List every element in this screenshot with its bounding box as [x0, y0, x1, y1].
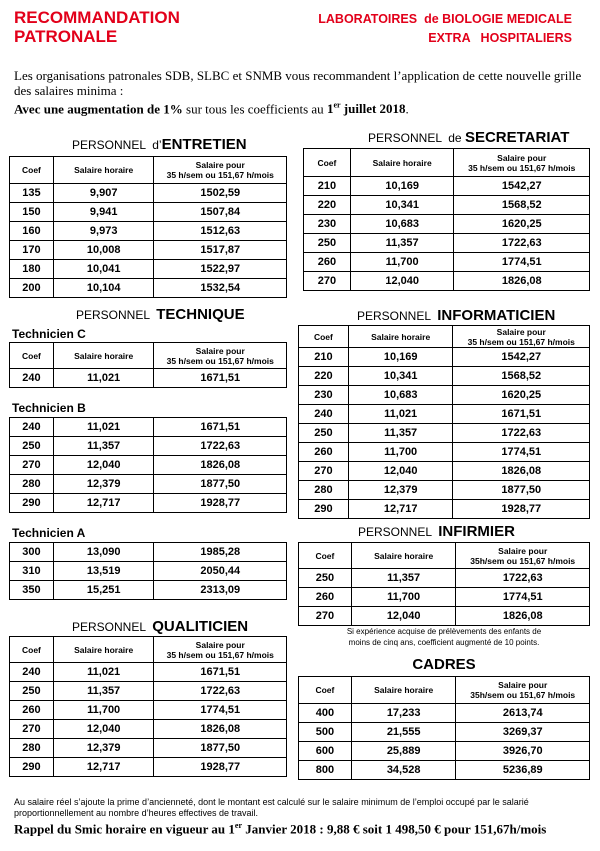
cell-hourly: 11,021: [53, 369, 154, 388]
cell-monthly: 1502,59: [154, 184, 287, 203]
cell-hourly: 10,169: [348, 348, 453, 367]
table-row: [299, 704, 590, 723]
table-row: [10, 203, 287, 222]
header-patronale: PATRONALE: [14, 27, 118, 46]
cell-monthly: 1620,25: [454, 215, 590, 234]
cell-monthly: 1826,08: [154, 456, 287, 475]
header-left: [14, 8, 180, 46]
table-row: [10, 437, 287, 456]
cell-monthly: 1671,51: [154, 369, 287, 388]
cell-coef: 280: [299, 481, 349, 500]
cell-coef: 240: [10, 418, 54, 437]
table-row: [10, 663, 287, 682]
cell-monthly: 5236,89: [456, 761, 590, 780]
cell-hourly: 12,379: [53, 475, 154, 494]
table-row: [10, 279, 287, 298]
table-row: [304, 272, 590, 291]
table-row: [10, 222, 287, 241]
table-row: [299, 481, 590, 500]
cell-hourly: 12,040: [348, 462, 453, 481]
table-row: [10, 682, 287, 701]
technicien-c-table: [9, 342, 287, 388]
cell-hourly: 12,040: [351, 607, 456, 626]
cell-monthly: 3926,70: [456, 742, 590, 761]
cell-monthly: 1928,77: [453, 500, 590, 519]
table-row: [10, 418, 287, 437]
cell-monthly: 1671,51: [154, 663, 287, 682]
informaticien-title: PERSONNEL INFORMATICIEN: [357, 307, 556, 324]
cell-coef: 220: [299, 367, 349, 386]
cell-coef: 500: [299, 723, 352, 742]
cell-coef: 290: [299, 500, 349, 519]
cell-hourly: 12,717: [348, 500, 453, 519]
cell-hourly: 11,700: [348, 443, 453, 462]
cell-monthly: 1542,27: [454, 177, 590, 196]
cell-coef: 250: [10, 437, 54, 456]
cell-coef: 350: [10, 581, 54, 600]
cell-hourly: 13,519: [53, 562, 154, 581]
header-biologie: de BIOLOGIE MEDICALE: [424, 12, 572, 26]
header-laboratoires-word: LABORATOIRES: [318, 12, 418, 26]
col-hourly: Salaire horaire: [53, 637, 154, 663]
cell-hourly: 10,683: [350, 215, 454, 234]
cell-monthly: 2050,44: [154, 562, 287, 581]
header-laboratoires: [318, 10, 572, 29]
cadres-title: CADRES: [412, 656, 476, 673]
cell-monthly: 1568,52: [454, 196, 590, 215]
cell-coef: 250: [10, 682, 54, 701]
technicien-a-table: [9, 542, 287, 600]
col-coef: Coef: [304, 149, 351, 177]
cell-monthly: 1928,77: [154, 494, 287, 513]
cell-hourly: 11,700: [53, 701, 154, 720]
cell-coef: 260: [10, 701, 54, 720]
cell-monthly: 1532,54: [154, 279, 287, 298]
cell-monthly: 1722,63: [453, 424, 590, 443]
cell-hourly: 10,008: [53, 241, 154, 260]
cell-monthly: 1826,08: [456, 607, 590, 626]
cell-monthly: 1620,25: [453, 386, 590, 405]
cell-coef: 230: [304, 215, 351, 234]
cell-hourly: 11,700: [351, 588, 456, 607]
cell-hourly: 10,683: [348, 386, 453, 405]
cell-coef: 240: [10, 369, 54, 388]
cell-monthly: 1877,50: [154, 475, 287, 494]
cell-hourly: 10,169: [350, 177, 454, 196]
cell-coef: 210: [304, 177, 351, 196]
cell-coef: 260: [299, 443, 349, 462]
table-row: [10, 701, 287, 720]
cell-coef: 250: [299, 424, 349, 443]
cell-hourly: 10,341: [348, 367, 453, 386]
header-recommandation: RECOMMANDATION: [14, 8, 180, 27]
table-row: [299, 424, 590, 443]
table-row: [10, 739, 287, 758]
cell-hourly: 12,717: [53, 758, 154, 777]
intro-increase: Avec une augmentation de 1%: [14, 101, 183, 117]
cell-hourly: 11,357: [348, 424, 453, 443]
table-row: [299, 742, 590, 761]
intro-line1: Les organisations patronales SDB, SLBC et SNMB vous recommandent l’application de cette nouvelle grille des salaires minima :: [14, 68, 582, 98]
cell-coef: 270: [299, 607, 352, 626]
informaticien-table: [298, 325, 590, 519]
cell-coef: 310: [10, 562, 54, 581]
table-row: [299, 588, 590, 607]
cell-coef: 270: [304, 272, 351, 291]
cell-hourly: 12,379: [53, 739, 154, 758]
table-row: [10, 758, 287, 777]
cell-coef: 260: [304, 253, 351, 272]
table-row: [304, 215, 590, 234]
table-row: [304, 177, 590, 196]
col-monthly: Salaire pour 35 h/sem ou 151,67 h/mois: [154, 157, 287, 184]
cell-monthly: 1877,50: [453, 481, 590, 500]
cell-monthly: 1826,08: [154, 720, 287, 739]
secretariat-table: [303, 148, 590, 291]
cell-hourly: 17,233: [351, 704, 456, 723]
table-row: [299, 462, 590, 481]
cell-hourly: 10,104: [53, 279, 154, 298]
intro-line2: Avec une augmentation de 1% sur tous les coefficients au 1er juillet 2018.: [14, 101, 409, 117]
technique-title: PERSONNEL TECHNIQUE: [76, 306, 245, 323]
cell-hourly: 15,251: [53, 581, 154, 600]
table-row: [299, 367, 590, 386]
technicien-b-table: [9, 417, 287, 513]
table-row: [299, 348, 590, 367]
infirmier-note-line2: moins de cinq ans, coefficient augmenté de 10 points.: [348, 638, 540, 647]
cell-coef: 200: [10, 279, 54, 298]
cell-coef: 250: [299, 569, 352, 588]
cell-hourly: 9,941: [53, 203, 154, 222]
col-hourly: Salaire horaire: [53, 157, 154, 184]
infirmier-table: [298, 542, 590, 626]
cell-coef: 135: [10, 184, 54, 203]
technicien-c-label: Technicien C: [12, 327, 86, 341]
col-coef: Coef: [10, 157, 54, 184]
intro-date: 1er juillet 2018: [326, 101, 406, 117]
cell-hourly: 12,040: [350, 272, 454, 291]
table-row: [10, 581, 287, 600]
cell-hourly: 25,889: [351, 742, 456, 761]
cell-coef: 230: [299, 386, 349, 405]
cell-hourly: 11,021: [348, 405, 453, 424]
cell-coef: 280: [10, 739, 54, 758]
col-monthly: Salaire pour 35 h/sem ou 151,67 h/mois: [154, 637, 287, 663]
cadres-table: [298, 676, 590, 780]
col-coef: Coef: [10, 637, 54, 663]
table-row: [10, 369, 287, 388]
cell-coef: 800: [299, 761, 352, 780]
cell-coef: 290: [10, 494, 54, 513]
col-coef: Coef: [299, 677, 352, 704]
footer-smic: Rappel du Smic horaire en vigueur au 1er Janvier 2018 : 9,88 € soit 1 498,50 € pour 151,67h/mois: [14, 821, 547, 837]
cell-monthly: 1722,63: [154, 437, 287, 456]
table-row: [10, 562, 287, 581]
cell-monthly: 1542,27: [453, 348, 590, 367]
cell-hourly: 11,357: [350, 234, 454, 253]
cell-coef: 290: [10, 758, 54, 777]
cell-monthly: 1517,87: [154, 241, 287, 260]
table-row: [304, 196, 590, 215]
table-row: [299, 405, 590, 424]
cell-monthly: 1774,51: [154, 701, 287, 720]
table-row: [299, 500, 590, 519]
cell-hourly: 9,907: [53, 184, 154, 203]
cell-monthly: 1774,51: [454, 253, 590, 272]
cell-monthly: 1774,51: [453, 443, 590, 462]
cell-hourly: 11,021: [53, 663, 154, 682]
header-right: [318, 10, 572, 48]
col-monthly: Salaire pour 35h/sem ou 151,67 h/mois: [456, 677, 590, 704]
entretien-table: [9, 156, 287, 298]
table-row: [10, 720, 287, 739]
col-monthly: Salaire pour 35 h/sem ou 151,67 h/mois: [453, 326, 590, 348]
cell-coef: 270: [299, 462, 349, 481]
cell-coef: 300: [10, 543, 54, 562]
header-extra-hospitaliers: EXTRA HOSPITALIERS: [428, 31, 572, 45]
cell-monthly: 2313,09: [154, 581, 287, 600]
intro-mid: sur tous les coefficients au: [182, 101, 327, 117]
cell-coef: 170: [10, 241, 54, 260]
col-hourly: Salaire horaire: [350, 149, 454, 177]
cell-monthly: 1512,63: [154, 222, 287, 241]
table-row: [299, 761, 590, 780]
cell-coef: 210: [299, 348, 349, 367]
table-row: [304, 234, 590, 253]
cell-coef: 270: [10, 720, 54, 739]
infirmier-title: PERSONNEL INFIRMIER: [358, 523, 515, 540]
table-row: [10, 260, 287, 279]
footer-note: Au salaire réel s’ajoute la prime d’ancienneté, dont le montant est calculé sur le salaire minimum de l’emploi occupé par le salarié proportionnellement au nombre d’heures effectives de travail.: [14, 797, 529, 818]
table-row: [299, 443, 590, 462]
col-monthly: Salaire pour 35h/sem ou 151,67 h/mois: [456, 543, 590, 569]
cell-hourly: 12,040: [53, 456, 154, 475]
cell-monthly: 1722,63: [456, 569, 590, 588]
cell-monthly: 1568,52: [453, 367, 590, 386]
infirmier-note-line1: Si expérience acquise de prélèvements des enfants de: [346, 627, 542, 636]
table-row: [10, 241, 287, 260]
cell-hourly: 11,357: [53, 437, 154, 456]
cell-hourly: 10,341: [350, 196, 454, 215]
table-row: [299, 723, 590, 742]
cell-hourly: 34,528: [351, 761, 456, 780]
table-row: [10, 543, 287, 562]
cell-coef: 160: [10, 222, 54, 241]
cell-coef: 600: [299, 742, 352, 761]
cell-hourly: 21,555: [351, 723, 456, 742]
cell-hourly: 11,357: [53, 682, 154, 701]
col-coef: Coef: [10, 343, 54, 369]
col-coef: Coef: [299, 326, 349, 348]
qualiticien-title: PERSONNEL QUALITICIEN: [72, 618, 249, 635]
cell-hourly: 11,700: [350, 253, 454, 272]
col-hourly: Salaire horaire: [351, 677, 456, 704]
table-row: [10, 475, 287, 494]
cell-hourly: 12,379: [348, 481, 453, 500]
col-hourly: Salaire horaire: [348, 326, 453, 348]
cell-hourly: 11,357: [351, 569, 456, 588]
col-hourly: Salaire horaire: [351, 543, 456, 569]
cell-monthly: 1826,08: [453, 462, 590, 481]
cell-monthly: 1826,08: [454, 272, 590, 291]
technicien-b-label: Technicien B: [12, 401, 86, 415]
cell-coef: 400: [299, 704, 352, 723]
qualiticien-table: [9, 636, 287, 777]
cell-monthly: 1928,77: [154, 758, 287, 777]
table-row: [304, 253, 590, 272]
table-row: [299, 569, 590, 588]
cell-hourly: 10,041: [53, 260, 154, 279]
cell-monthly: 1877,50: [154, 739, 287, 758]
col-hourly: Salaire horaire: [53, 343, 154, 369]
cell-coef: 180: [10, 260, 54, 279]
cell-monthly: 1722,63: [454, 234, 590, 253]
table-row: [10, 494, 287, 513]
col-coef: Coef: [299, 543, 352, 569]
cell-hourly: 9,973: [53, 222, 154, 241]
cell-coef: 270: [10, 456, 54, 475]
cell-monthly: 1522,97: [154, 260, 287, 279]
cell-coef: 150: [10, 203, 54, 222]
cell-monthly: 1774,51: [456, 588, 590, 607]
table-row: [299, 607, 590, 626]
cell-coef: 280: [10, 475, 54, 494]
intro-text: [14, 68, 589, 116]
table-row: [10, 184, 287, 203]
cell-monthly: 2613,74: [456, 704, 590, 723]
cell-hourly: 13,090: [53, 543, 154, 562]
cell-monthly: 1507,84: [154, 203, 287, 222]
cell-coef: 240: [299, 405, 349, 424]
cell-hourly: 11,021: [53, 418, 154, 437]
table-row: [299, 386, 590, 405]
cell-hourly: 12,717: [53, 494, 154, 513]
cell-coef: 250: [304, 234, 351, 253]
cell-monthly: 3269,37: [456, 723, 590, 742]
cell-monthly: 1722,63: [154, 682, 287, 701]
technicien-a-label: Technicien A: [12, 526, 86, 540]
cell-hourly: 12,040: [53, 720, 154, 739]
secretariat-title: PERSONNEL de SECRETARIAT: [368, 129, 570, 146]
entretien-title: PERSONNEL d’ENTRETIEN: [72, 136, 247, 153]
col-monthly: Salaire pour 35 h/sem ou 151,67 h/mois: [454, 149, 590, 177]
table-row: [10, 456, 287, 475]
cell-monthly: 1671,51: [154, 418, 287, 437]
infirmier-note: [298, 626, 590, 648]
cell-coef: 240: [10, 663, 54, 682]
col-monthly: Salaire pour 35 h/sem ou 151,67 h/mois: [154, 343, 287, 369]
cell-monthly: 1671,51: [453, 405, 590, 424]
cell-monthly: 1985,28: [154, 543, 287, 562]
cell-coef: 260: [299, 588, 352, 607]
cell-coef: 220: [304, 196, 351, 215]
